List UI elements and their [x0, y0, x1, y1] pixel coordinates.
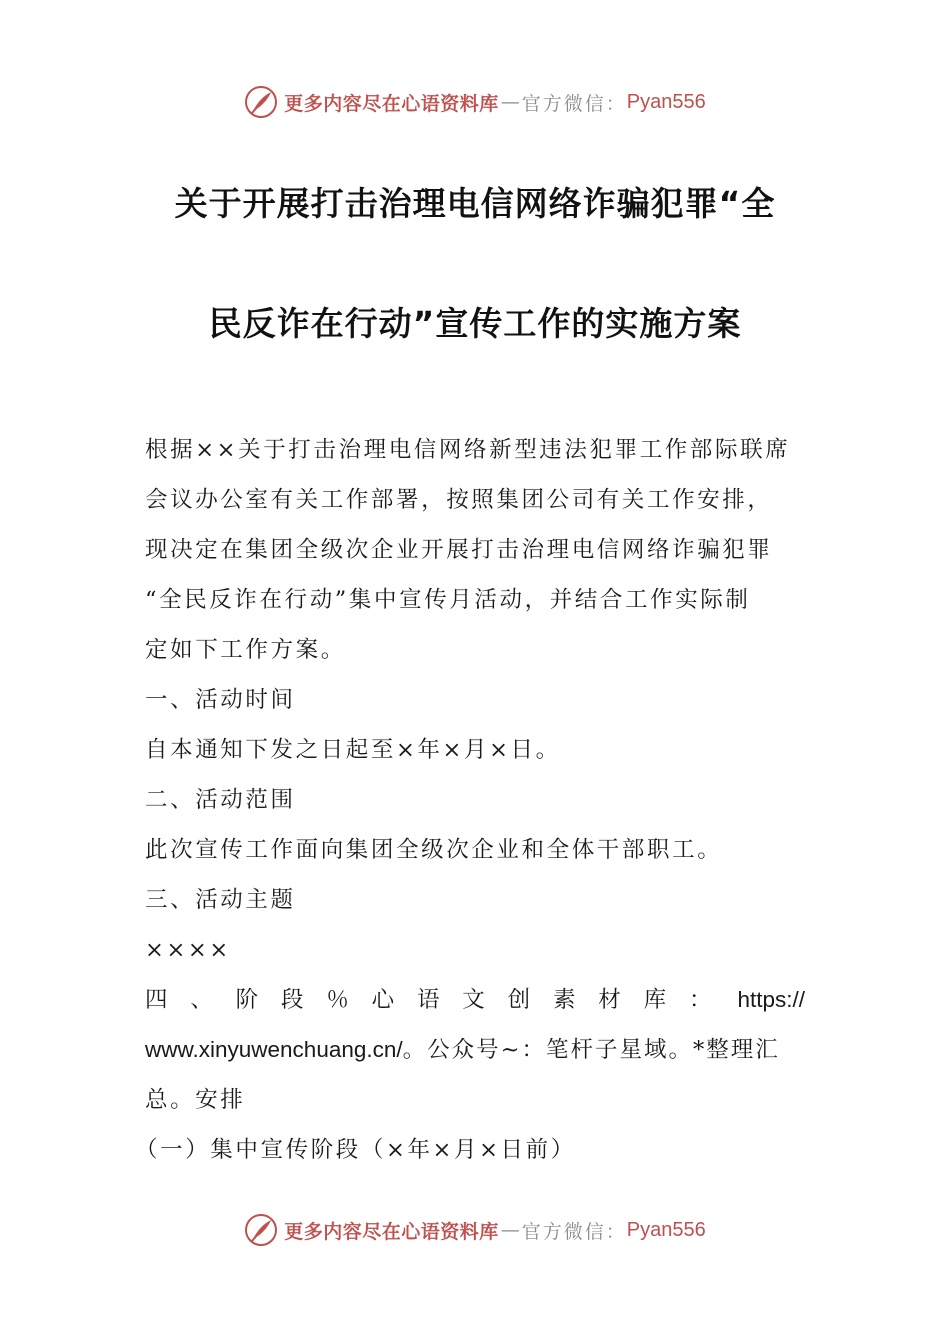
header-banner: [0, 80, 950, 124]
section-4-url-part-1[interactable]: https://: [737, 987, 805, 1012]
section-4-heading-char: 、: [190, 987, 213, 1013]
section-3-heading: 三、活动主题: [145, 887, 296, 913]
section-4-heading-char: 四: [145, 987, 168, 1013]
intro-line: 根据××关于打击治理电信网络新型违法犯罪工作部际联席: [145, 437, 791, 463]
banner-contact-text: 官方微信：: [521, 1220, 627, 1243]
section-4-heading-char: 文: [462, 987, 485, 1013]
banner-site-text: 更多内容尽在心语资料库: [284, 1220, 499, 1243]
section-3-text: ××××: [145, 937, 231, 963]
section-4-heading-char: 段: [280, 987, 304, 1013]
intro-line: 现决定在集团全级次企业开展打击治理电信网络诈骗犯罪: [145, 537, 773, 563]
banner-contact-text: 官方微信：: [521, 92, 627, 115]
document-title-line-1: 关于开展打击治理电信网络诈骗犯罪“全: [174, 184, 776, 223]
banner-site-text: 更多内容尽在心语资料库: [284, 92, 499, 115]
section-4-heading-char: 素: [552, 987, 576, 1013]
feather-pen-logo-icon: [244, 1213, 278, 1247]
section-2-text: 此次宣传工作面向集团全级次企业和全体干部职工。: [145, 837, 723, 863]
section-4-heading-char: 心: [371, 987, 395, 1013]
banner-handle: Pyan556: [626, 90, 706, 113]
section-4-heading-char: 库: [643, 987, 667, 1013]
section-4-line-3: 总。安排: [145, 1087, 246, 1113]
section-1-text: 自本通知下发之日起至×年×月×日。: [145, 737, 561, 763]
section-4-heading-char: 创: [507, 987, 531, 1013]
section-4-heading-char: 语: [416, 987, 440, 1013]
banner-dash: —: [500, 91, 520, 113]
banner-handle: Pyan556: [626, 1218, 706, 1241]
intro-line: “全民反诈在行动”集中宣传月活动，并结合工作实际制: [145, 587, 751, 613]
section-2-heading: 二、活动范围: [145, 787, 296, 813]
intro-line: 定如下工作方案。: [145, 637, 346, 663]
section-4-heading-char: ％: [326, 987, 349, 1013]
document-body: [135, 425, 805, 1175]
section-4-line-1: [145, 975, 805, 1025]
intro-line: 会议办公室有关工作部署，按照集团公司有关工作安排，: [145, 487, 773, 513]
subsection-1-heading: （一）集中宣传阶段（×年×月×日前）: [135, 1137, 576, 1163]
section-1-heading: 一、活动时间: [145, 687, 296, 713]
document-title-line-2: 民反诈在行动”宣传工作的实施方案: [208, 304, 742, 343]
section-4-heading-char: 阶: [235, 987, 259, 1013]
section-4-url-part-2[interactable]: www.xinyuwenchuang.cn/: [145, 1037, 403, 1062]
banner-dash: —: [500, 1219, 520, 1241]
section-4-heading-char: 材: [598, 987, 621, 1013]
section-4-heading-chars: [145, 975, 711, 1025]
feather-pen-logo-icon: [244, 85, 278, 119]
section-4-line-2-text: 。公众号~：笔杆子星域。*整理汇: [402, 1037, 780, 1063]
footer-banner: [0, 1208, 950, 1252]
section-4-line-2: [145, 1025, 805, 1075]
section-4-heading-char: ：: [688, 987, 712, 1013]
